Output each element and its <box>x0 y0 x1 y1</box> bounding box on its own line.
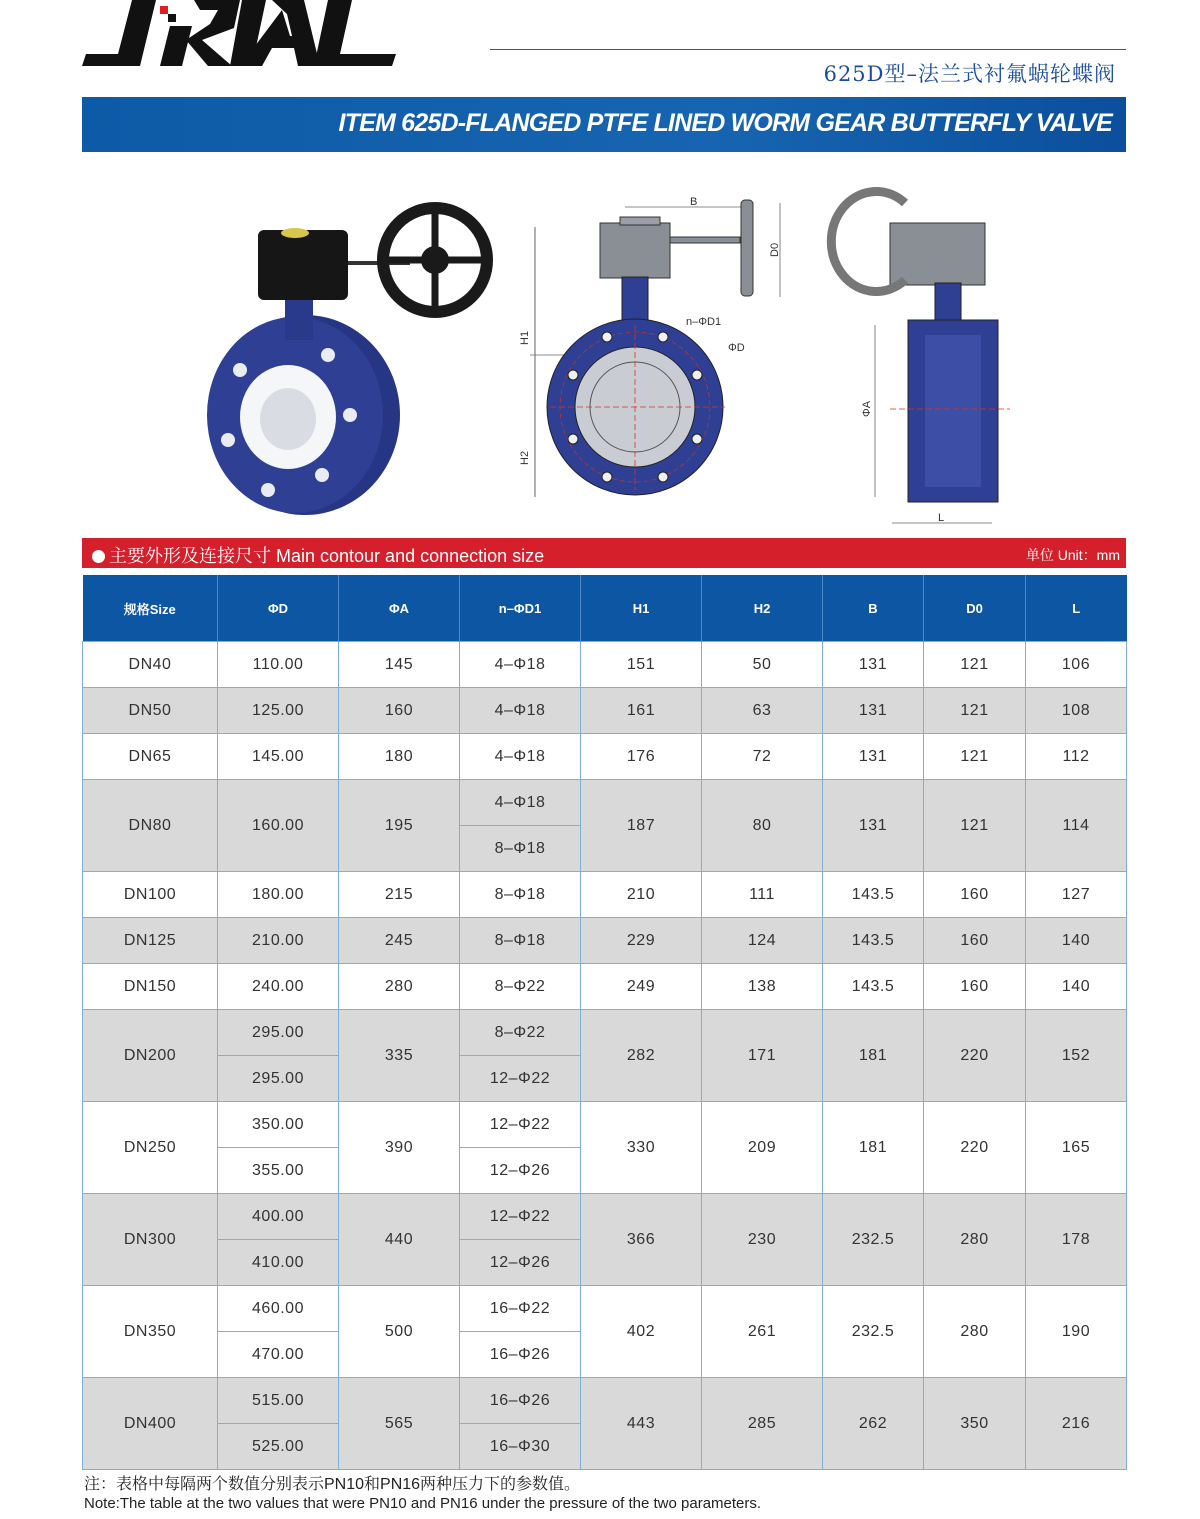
cell-d0: 121 <box>924 780 1026 872</box>
cell-size: DN40 <box>83 642 218 688</box>
cell-n-d1: 16–Φ26 <box>460 1332 581 1378</box>
cell-phi-a: 215 <box>339 872 460 918</box>
cell-n-d1: 12–Φ22 <box>460 1194 581 1240</box>
chinese-title: 625D型–法兰式衬氟蜗轮蝶阀 <box>823 62 1116 86</box>
cell-phi-a: 180 <box>339 734 460 780</box>
cell-h1: 229 <box>581 918 702 964</box>
cell-h1: 443 <box>581 1378 702 1470</box>
cell-phi-d: 525.00 <box>218 1424 339 1470</box>
cell-b: 143.5 <box>823 918 924 964</box>
cell-phi-a: 145 <box>339 642 460 688</box>
cell-d0: 160 <box>924 918 1026 964</box>
table-row <box>83 688 1127 734</box>
cell-n-d1: 8–Φ18 <box>460 826 581 872</box>
cell-n-d1: 12–Φ26 <box>460 1240 581 1286</box>
cell-n-d1: 16–Φ26 <box>460 1378 581 1424</box>
cell-n-d1: 8–Φ22 <box>460 964 581 1010</box>
cell-phi-d: 295.00 <box>218 1056 339 1102</box>
column-header: H1 <box>581 575 702 642</box>
cell-phi-a: 195 <box>339 780 460 872</box>
column-header: n–ΦD1 <box>460 575 581 642</box>
cell-phi-d: 410.00 <box>218 1240 339 1286</box>
table-row <box>83 1286 1127 1332</box>
cell-size: DN400 <box>83 1378 218 1470</box>
cell-size: DN350 <box>83 1286 218 1378</box>
column-header: 规格Size <box>83 575 218 642</box>
cell-h2: 230 <box>702 1194 823 1286</box>
table-row <box>83 734 1127 780</box>
cell-h2: 50 <box>702 642 823 688</box>
cell-phi-d: 145.00 <box>218 734 339 780</box>
cell-h2: 111 <box>702 872 823 918</box>
cell-l: 190 <box>1026 1286 1127 1378</box>
table-body <box>83 642 1127 1470</box>
cell-phi-d: 470.00 <box>218 1332 339 1378</box>
column-header: ΦD <box>218 575 339 642</box>
cell-h1: 366 <box>581 1194 702 1286</box>
label-h2: H2 <box>519 450 531 465</box>
section-header <box>82 538 1126 568</box>
bullet-icon <box>92 550 105 563</box>
cell-l: 140 <box>1026 964 1127 1010</box>
cell-l: 140 <box>1026 918 1127 964</box>
cell-phi-a: 280 <box>339 964 460 1010</box>
cell-phi-a: 335 <box>339 1010 460 1102</box>
cell-l: 106 <box>1026 642 1127 688</box>
table-row <box>83 1378 1127 1424</box>
english-title: ITEM 625D-FLANGED PTFE LINED WORM GEAR BUTTERFLY VALVE <box>338 109 1112 137</box>
cell-l: 114 <box>1026 780 1127 872</box>
cell-phi-d: 160.00 <box>218 780 339 872</box>
cell-size: DN300 <box>83 1194 218 1286</box>
label-h1: H1 <box>519 330 531 345</box>
cell-n-d1: 8–Φ18 <box>460 918 581 964</box>
table-row <box>83 918 1127 964</box>
cell-h1: 187 <box>581 780 702 872</box>
dimension-table <box>82 575 1127 1470</box>
cell-phi-d: 350.00 <box>218 1102 339 1148</box>
table-row <box>83 1194 1127 1240</box>
cell-l: 108 <box>1026 688 1127 734</box>
cell-n-d1: 8–Φ18 <box>460 872 581 918</box>
cell-h2: 72 <box>702 734 823 780</box>
cell-n-d1: 12–Φ22 <box>460 1056 581 1102</box>
cell-h1: 210 <box>581 872 702 918</box>
cell-n-d1: 12–Φ26 <box>460 1148 581 1194</box>
title-banner <box>82 97 1126 152</box>
cell-h2: 261 <box>702 1286 823 1378</box>
cell-n-d1: 4–Φ18 <box>460 734 581 780</box>
cell-l: 178 <box>1026 1194 1127 1286</box>
cell-l: 165 <box>1026 1102 1127 1194</box>
cell-n-d1: 4–Φ18 <box>460 780 581 826</box>
cell-n-d1: 16–Φ22 <box>460 1286 581 1332</box>
cell-b: 131 <box>823 642 924 688</box>
cell-d0: 280 <box>924 1194 1026 1286</box>
label-n-d1: n–ΦD1 <box>686 316 722 328</box>
front-drawing <box>519 196 781 497</box>
column-header: ΦA <box>339 575 460 642</box>
cell-size: DN65 <box>83 734 218 780</box>
cell-phi-a: 565 <box>339 1378 460 1470</box>
cell-n-d1: 4–Φ18 <box>460 688 581 734</box>
cell-phi-d: 400.00 <box>218 1194 339 1240</box>
cell-phi-d: 515.00 <box>218 1378 339 1424</box>
cell-b: 131 <box>823 688 924 734</box>
cell-h2: 171 <box>702 1010 823 1102</box>
cell-size: DN200 <box>83 1010 218 1102</box>
cell-d0: 160 <box>924 872 1026 918</box>
cell-d0: 350 <box>924 1378 1026 1470</box>
cell-b: 181 <box>823 1010 924 1102</box>
cell-h1: 161 <box>581 688 702 734</box>
cell-l: 152 <box>1026 1010 1127 1102</box>
cell-d0: 121 <box>924 734 1026 780</box>
cell-size: DN100 <box>83 872 218 918</box>
cell-size: DN125 <box>83 918 218 964</box>
cell-l: 127 <box>1026 872 1127 918</box>
cell-size: DN150 <box>83 964 218 1010</box>
cell-h2: 209 <box>702 1102 823 1194</box>
cell-size: DN80 <box>83 780 218 872</box>
cell-phi-d: 210.00 <box>218 918 339 964</box>
section-title: 主要外形及连接尺寸 Main contour and connection size <box>92 542 544 568</box>
table-row <box>83 872 1127 918</box>
cell-n-d1: 12–Φ22 <box>460 1102 581 1148</box>
cell-h1: 249 <box>581 964 702 1010</box>
valve-photo <box>207 208 487 515</box>
cell-phi-d: 295.00 <box>218 1010 339 1056</box>
cell-l: 112 <box>1026 734 1127 780</box>
cell-b: 232.5 <box>823 1286 924 1378</box>
note-chinese: 注：表格中每隔两个数值分别表示PN10和PN16两种压力下的参数值。 <box>84 1476 581 1493</box>
cell-h1: 151 <box>581 642 702 688</box>
cell-d0: 220 <box>924 1010 1026 1102</box>
cell-b: 181 <box>823 1102 924 1194</box>
cell-h2: 80 <box>702 780 823 872</box>
table-row <box>83 780 1127 826</box>
cell-phi-d: 125.00 <box>218 688 339 734</box>
cell-h1: 330 <box>581 1102 702 1194</box>
column-header: H2 <box>702 575 823 642</box>
cell-d0: 220 <box>924 1102 1026 1194</box>
cell-h2: 285 <box>702 1378 823 1470</box>
cell-d0: 280 <box>924 1286 1026 1378</box>
cell-d0: 160 <box>924 964 1026 1010</box>
unit-label: 单位 Unit：mm <box>1025 547 1120 563</box>
cell-phi-d: 355.00 <box>218 1148 339 1194</box>
cell-phi-a: 245 <box>339 918 460 964</box>
cell-size: DN250 <box>83 1102 218 1194</box>
cell-h2: 63 <box>702 688 823 734</box>
cell-phi-d: 110.00 <box>218 642 339 688</box>
cell-h2: 124 <box>702 918 823 964</box>
cell-phi-d: 460.00 <box>218 1286 339 1332</box>
header-rule <box>490 49 1126 50</box>
cell-n-d1: 4–Φ18 <box>460 642 581 688</box>
cell-b: 131 <box>823 734 924 780</box>
cell-phi-d: 180.00 <box>218 872 339 918</box>
column-header: D0 <box>924 575 1026 642</box>
column-header: B <box>823 575 924 642</box>
cell-phi-a: 500 <box>339 1286 460 1378</box>
cell-b: 232.5 <box>823 1194 924 1286</box>
cell-size: DN50 <box>83 688 218 734</box>
cell-phi-a: 440 <box>339 1194 460 1286</box>
cell-h2: 138 <box>702 964 823 1010</box>
cell-h1: 282 <box>581 1010 702 1102</box>
cell-phi-a: 390 <box>339 1102 460 1194</box>
label-l: L <box>938 512 945 524</box>
table-row <box>83 642 1127 688</box>
jrval-logo <box>82 0 412 70</box>
cell-b: 143.5 <box>823 964 924 1010</box>
table-header-row <box>83 575 1127 642</box>
label-b: B <box>690 196 698 208</box>
table-row <box>83 1102 1127 1148</box>
cell-l: 216 <box>1026 1378 1127 1470</box>
cell-b: 262 <box>823 1378 924 1470</box>
cell-b: 143.5 <box>823 872 924 918</box>
cell-phi-a: 160 <box>339 688 460 734</box>
product-figures <box>180 185 1020 530</box>
cell-n-d1: 8–Φ22 <box>460 1010 581 1056</box>
cell-b: 131 <box>823 780 924 872</box>
cell-h1: 402 <box>581 1286 702 1378</box>
label-phi-a: ΦA <box>861 400 873 417</box>
label-d0: D0 <box>769 242 781 257</box>
cell-n-d1: 16–Φ30 <box>460 1424 581 1470</box>
cell-h1: 176 <box>581 734 702 780</box>
cell-phi-d: 240.00 <box>218 964 339 1010</box>
cell-d0: 121 <box>924 642 1026 688</box>
side-drawing <box>831 192 1010 525</box>
cell-d0: 121 <box>924 688 1026 734</box>
table-row <box>83 964 1127 1010</box>
column-header: L <box>1026 575 1127 642</box>
note-english: Note:The table at the two values that were PN10 and PN16 under the pressure of the two parameters. <box>84 1495 762 1512</box>
label-phi-d: ΦD <box>728 342 745 354</box>
table-row <box>83 1010 1127 1056</box>
